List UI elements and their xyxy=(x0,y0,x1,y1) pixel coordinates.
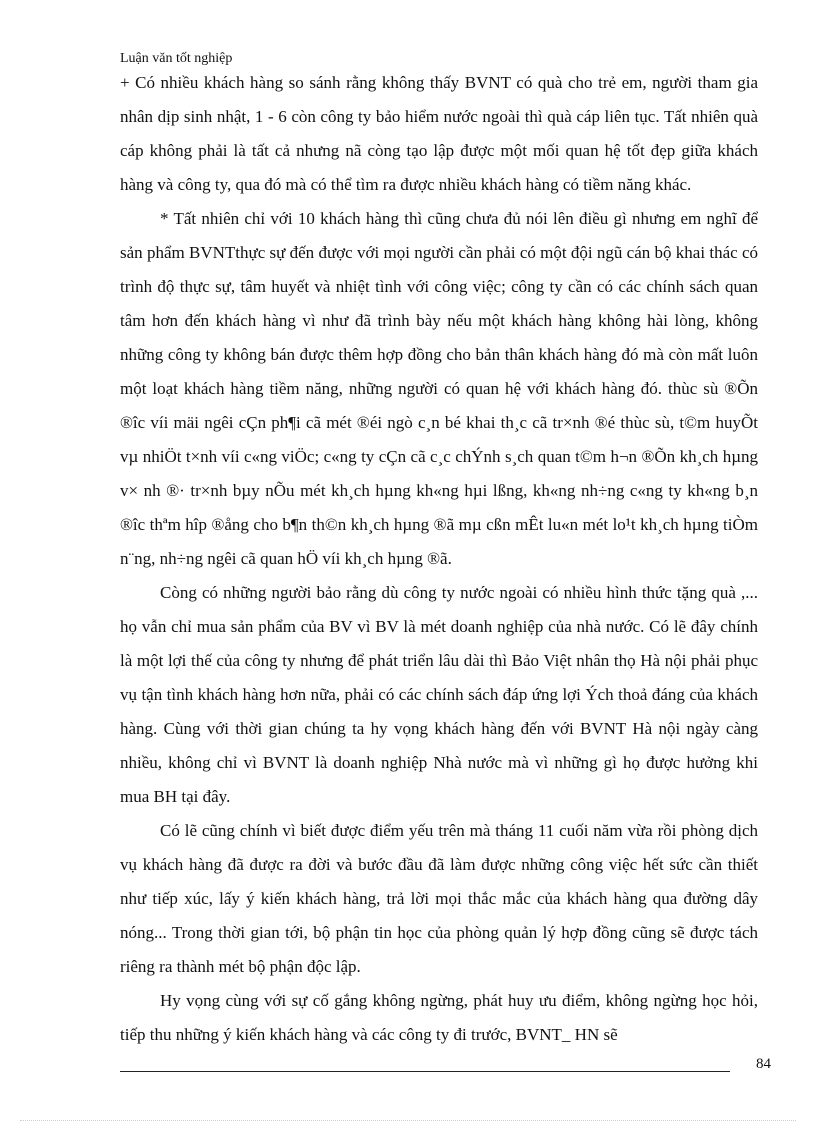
running-header: Luận văn tốt nghiệp xyxy=(120,51,233,66)
paragraph-3: Còng có những người bảo rằng dù công ty nước ngoài có nhiều hình thức tặng quà ,... họ vẫn chỉ mua sản phẩm của BV vì BV là mét doanh nghiệp của nhà nước. Có lẽ đây chính là một lợi thế của công ty nhưng để phát triển lâu dài thì Bảo Việt nhân thọ Hà nội phải phục vụ tận tình khách hàng hơn nữa, phải có các chính sách đáp ứng lợi Ých thoả đáng của khách hàng. Cùng với thời gian chúng ta hy vọng khách hàng đến với BVNT Hà nội ngày càng nhiều, không chỉ vì BVNT là doanh nghiệp Nhà nước mà vì những gì họ được hưởng khi mua BH tại đây. xyxy=(120,583,758,806)
paragraph-4: Có lẽ cũng chính vì biết được điểm yếu trên mà tháng 11 cuối năm vừa rồi phòng dịch vụ khách hàng đã được ra đời và bước đầu đã làm được những công việc hết sức cần thiết như tiếp xúc, lấy ý kiến khách hàng, trả lời mọi thắc mắc của khách hàng qua đường dây nóng... Trong thời gian tới, bộ phận tin học của phòng quản lý hợp đồng cũng sẽ được tách riêng ra thành mét bộ phận độc lập. xyxy=(120,821,758,976)
body-text xyxy=(120,66,758,1052)
paragraph-1: + Có nhiều khách hàng so sánh rằng không thấy BVNT có quà cho trẻ em, người tham gia nhân dịp sinh nhật, 1 - 6 còn công ty bảo hiểm nước ngoài thì quà cáp liên tục. Tất nhiên quà cáp không phải là tất cả nhưng nã còng tạo lập được một mối quan hệ tốt đẹp giữa khách hàng và công ty, qua đó mà có thể tìm ra được nhiều khách hàng có tiềm năng khác. xyxy=(120,73,758,194)
footer-rule xyxy=(120,1071,730,1072)
paragraph-2: * Tất nhiên chỉ với 10 khách hàng thì cũng chưa đủ nói lên điều gì nhưng em nghĩ để sản phẩm BVNTthực sự đến được với mọi người cần phải có một đội ngũ cán bộ khai thác có trình độ thực sự, tâm huyết và nhiệt tình với công việc; công ty cần có các chính sách quan tâm hơn đến khách hàng vì như đã trình bày nếu một khách hàng không hài lòng, không những công ty không bán được thêm hợp đồng cho bản thân khách hàng đó mà còn mất luôn một loạt khách hàng tiềm năng, những người có quan hệ với khách hàng đó. thùc sù ®Õn ®îc víi mäi ngêi cÇn ph¶i cã mét ®éi ngò c¸n bé khai th¸c cã tr×nh ®é thùc sù, t©m huyÕt vµ nhiÖt t×nh víi c«ng viÖc; c«ng ty cÇn cã c¸c chÝnh s¸ch quan t©m h¬n ®Õn kh¸ch hµng v× nh ®· tr×nh bµy nÕu mét kh¸ch hµng kh«ng hµi lßng, kh«ng nh÷ng c«ng ty kh«ng b¸n ®îc thªm hîp ®ång cho b¶n th©n kh¸ch hµng ®ã mµ cßn mÊt lu«n mét lo¹t kh¸ch hµng tiÒm n¨ng, nh÷ng ngêi cã quan hÖ víi kh¸ch hµng ®ã. xyxy=(120,209,758,568)
page-break-line xyxy=(20,1120,796,1121)
paragraph-5: Hy vọng cùng với sự cố gắng không ngừng, phát huy ưu điểm, không ngừng học hỏi, tiếp thu những ý kiến khách hàng và các công ty đi trước, BVNT_ HN sẽ xyxy=(120,991,758,1044)
page-number: 84 xyxy=(756,1056,771,1072)
